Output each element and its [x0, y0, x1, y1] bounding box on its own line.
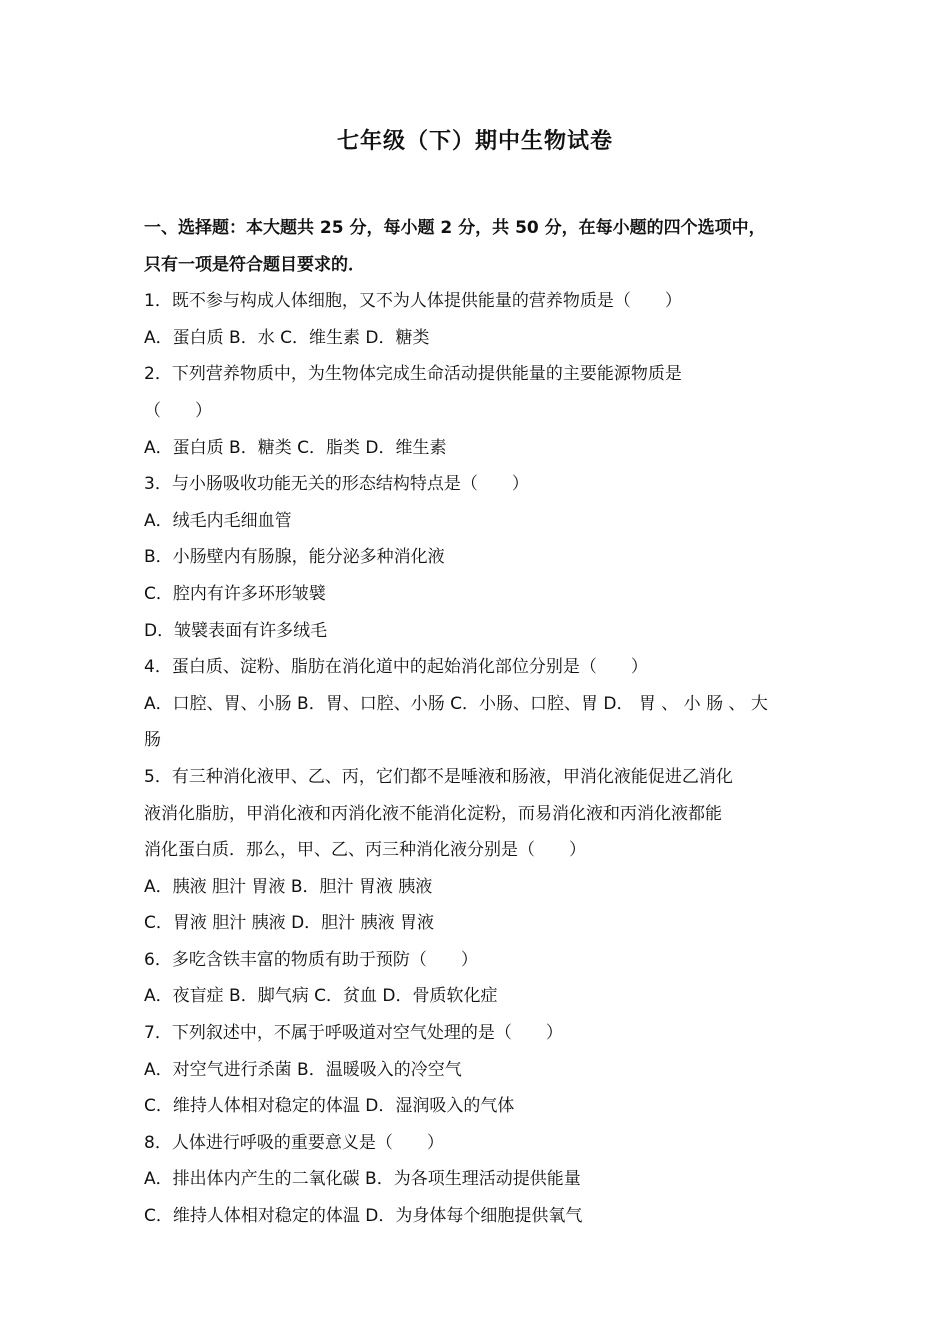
question-5-stem-2: 液消化脂肪，甲消化液和丙消化液不能消化淀粉，而易消化液和丙消化液都能 [144, 803, 722, 824]
question-list [144, 210, 816, 1235]
question-5-options-ab: A．胰液 胆汁 胃液 B．胆汁 胃液 胰液 [144, 876, 433, 897]
question-1-options: A．蛋白质 B．水 C．维生素 D．糖类 [144, 327, 430, 348]
page-title: 七年级（下）期中生物试卷 [336, 129, 613, 154]
question-8-stem: 8．人体进行呼吸的重要意义是（ ） [144, 1132, 444, 1153]
question-7-stem: 7．下列叙述中，不属于呼吸道对空气处理的是（ ） [144, 1023, 563, 1044]
question-3-option-a: A．绒毛内毛细血管 [144, 510, 292, 531]
question-7-options-cd: C．维持人体相对稳定的体温 D．湿润吸入的气体 [144, 1096, 515, 1117]
question-4-options-cont: 肠 [144, 730, 161, 751]
question-6-options: A．夜盲症 B．脚气病 C．贫血 D．骨质软化症 [144, 986, 498, 1007]
question-7-options-ab: A．对空气进行杀菌 B．温暖吸入的冷空气 [144, 1059, 462, 1080]
question-2-stem: 2．下列营养物质中，为生物体完成生命活动提供能量的主要能源物质是 [144, 364, 682, 385]
section-heading-line-2: 只有一项是符合题目要求的． [144, 254, 365, 275]
question-6-stem: 6．多吃含铁丰富的物质有助于预防（ ） [144, 949, 478, 970]
question-5-stem-3: 消化蛋白质．那么，甲、乙、丙三种消化液分别是（ ） [144, 840, 586, 861]
question-4-options: A．口腔、胃、小肠 B．胃、口腔、小肠 C．小肠、口腔、胃 D． 胃 、 小 肠 、 大 [144, 693, 768, 714]
question-5-options-cd: C．胃液 胆汁 胰液 D．胆汁 胰液 胃液 [144, 913, 434, 934]
question-8-options-cd: C．维持人体相对稳定的体温 D．为身体每个细胞提供氧气 [144, 1206, 583, 1227]
question-3-option-d: D．皱襞表面有许多绒毛 [144, 620, 328, 641]
question-2-options: A．蛋白质 B．糖类 C．脂类 D．维生素 [144, 437, 447, 458]
question-3-option-b: B．小肠壁内有肠腺，能分泌多种消化液 [144, 547, 445, 568]
question-3-stem: 3．与小肠吸收功能无关的形态结构特点是（ ） [144, 474, 529, 495]
question-3-option-c: C．腔内有许多环形皱襞 [144, 583, 326, 604]
question-2-stem-cont: （ ） [144, 400, 212, 421]
question-1-stem: 1．既不参与构成人体细胞，又不为人体提供能量的营养物质是（ ） [144, 291, 682, 312]
section-heading-line-1: 一、选择题：本大题共 25 分，每小题 2 分，共 50 分，在每小题的四个选项中， [144, 218, 766, 238]
question-5-stem-1: 5．有三种消化液甲、乙、丙，它们都不是唾液和肠液，甲消化液能促进乙消化 [144, 766, 733, 787]
question-4-stem: 4．蛋白质、淀粉、脂肪在消化道中的起始消化部位分别是（ ） [144, 657, 648, 678]
question-8-options-ab: A．排出体内产生的二氧化碳 B．为各项生理活动提供能量 [144, 1169, 581, 1190]
